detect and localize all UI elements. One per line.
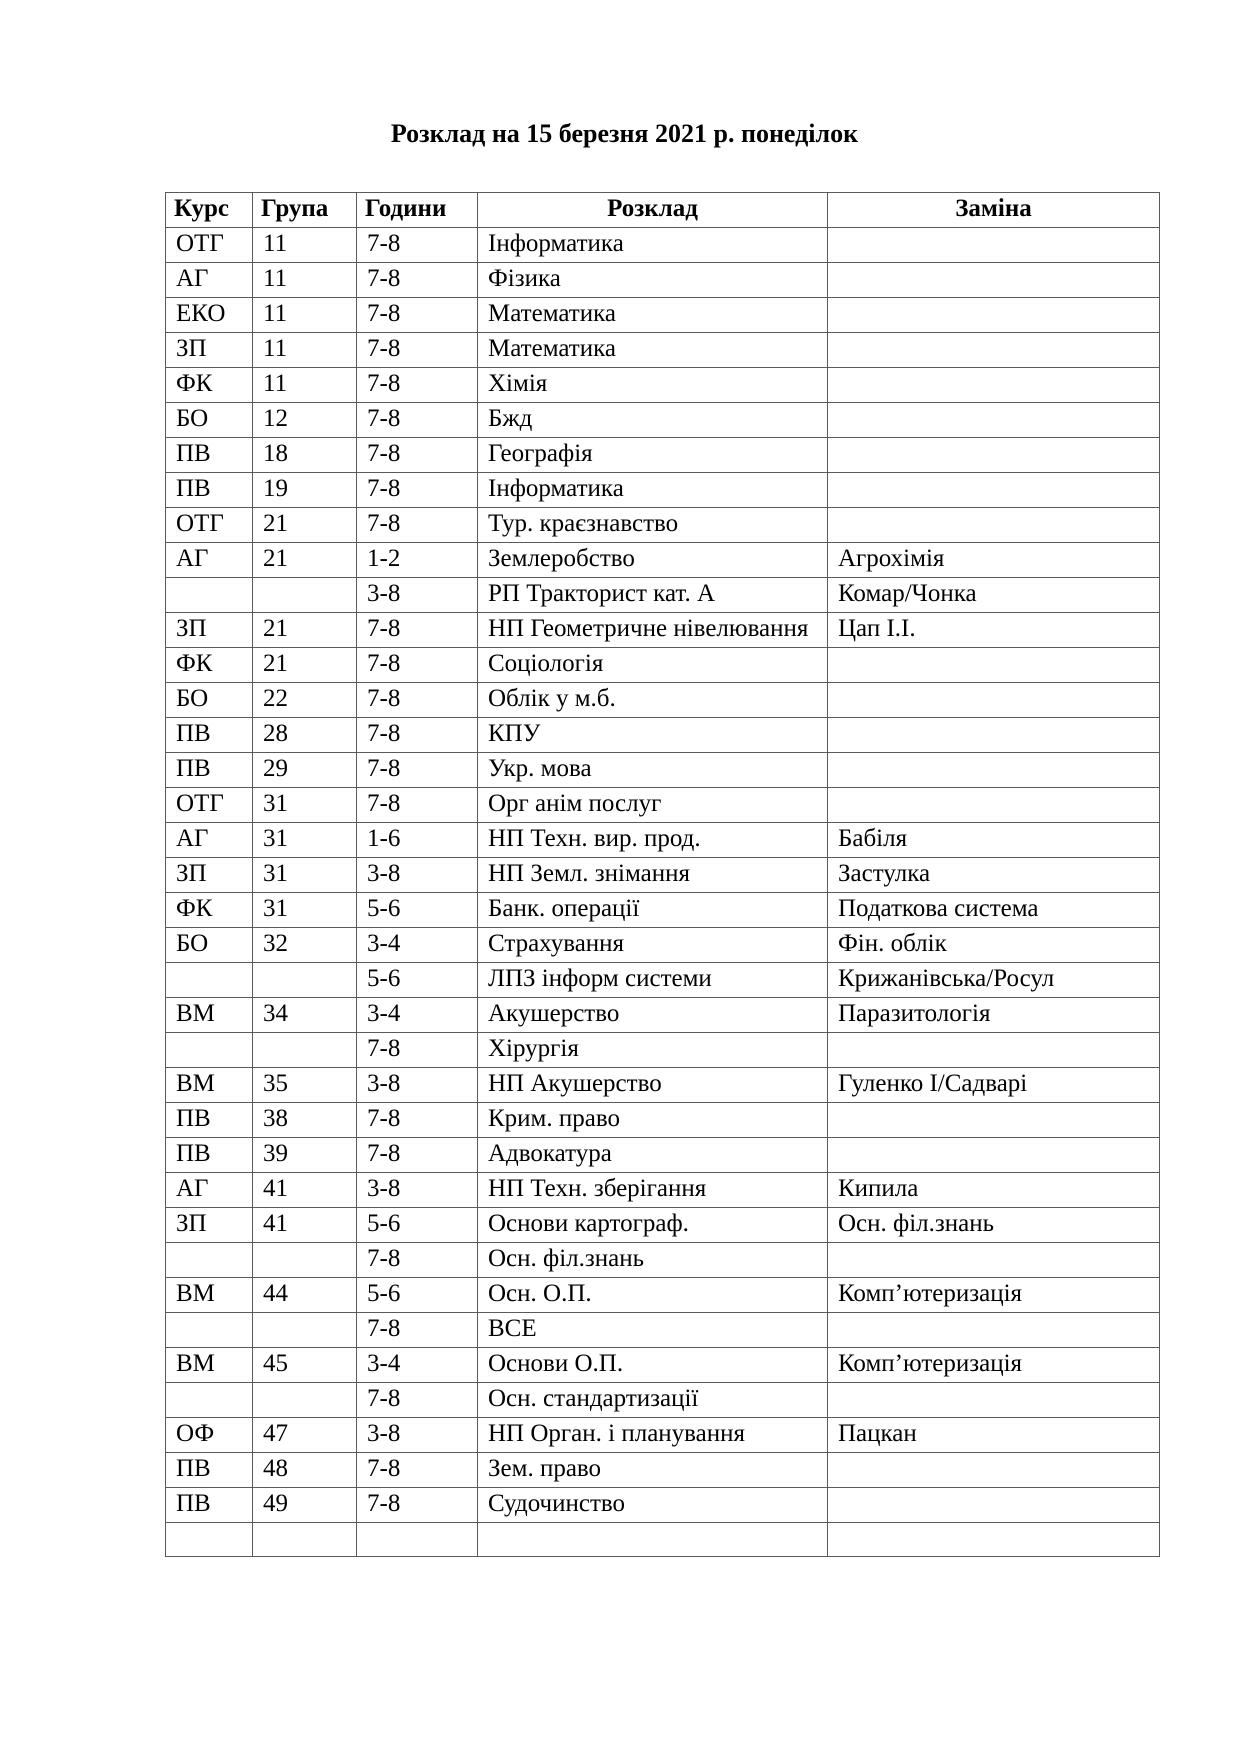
table-row	[166, 893, 1160, 928]
cell-group: 31	[253, 858, 357, 893]
cell-hours: 5-6	[357, 1208, 478, 1243]
cell-group: 48	[253, 1453, 357, 1488]
cell-group: 41	[253, 1173, 357, 1208]
table-row	[166, 928, 1160, 963]
cell-course: ФК	[166, 648, 253, 683]
cell-group: 12	[253, 403, 357, 438]
cell-schedule: Інформатика	[478, 473, 828, 508]
cell-hours: 7-8	[357, 1453, 478, 1488]
table-row	[166, 1523, 1160, 1557]
cell-hours: 7-8	[357, 1033, 478, 1068]
cell-hours: 3-4	[357, 1348, 478, 1383]
cell-replacement: Комп’ютеризація	[828, 1348, 1160, 1383]
table-row	[166, 263, 1160, 298]
cell-replacement	[828, 333, 1160, 368]
table-row	[166, 683, 1160, 718]
cell-hours: 7-8	[357, 368, 478, 403]
table-row	[166, 1383, 1160, 1418]
cell-group: 21	[253, 508, 357, 543]
cell-schedule: Інформатика	[478, 228, 828, 263]
cell-schedule: КПУ	[478, 718, 828, 753]
cell-course: ПВ	[166, 753, 253, 788]
table-row	[166, 228, 1160, 263]
table-row	[166, 1208, 1160, 1243]
header-replacement: Заміна	[828, 193, 1160, 228]
table-row	[166, 963, 1160, 998]
cell-schedule: Фізика	[478, 263, 828, 298]
cell-replacement: Комп’ютеризація	[828, 1278, 1160, 1313]
table-row	[166, 1348, 1160, 1383]
cell-course: ПВ	[166, 1488, 253, 1523]
cell-course: АГ	[166, 823, 253, 858]
cell-group	[253, 1313, 357, 1348]
cell-hours: 5-6	[357, 893, 478, 928]
cell-group: 11	[253, 333, 357, 368]
cell-hours: 7-8	[357, 753, 478, 788]
cell-schedule: Осн. стандартизації	[478, 1383, 828, 1418]
cell-schedule: Крим. право	[478, 1103, 828, 1138]
cell-hours: 7-8	[357, 1313, 478, 1348]
cell-course	[166, 1383, 253, 1418]
cell-schedule: Бжд	[478, 403, 828, 438]
cell-replacement	[828, 1453, 1160, 1488]
cell-course: ОТГ	[166, 228, 253, 263]
cell-schedule: ЛПЗ інформ системи	[478, 963, 828, 998]
cell-hours: 7-8	[357, 1103, 478, 1138]
cell-schedule: НП Земл. знімання	[478, 858, 828, 893]
cell-group: 35	[253, 1068, 357, 1103]
cell-group: 11	[253, 263, 357, 298]
cell-replacement	[828, 753, 1160, 788]
cell-replacement	[828, 228, 1160, 263]
cell-group: 21	[253, 543, 357, 578]
cell-course: ФК	[166, 893, 253, 928]
cell-group	[253, 1243, 357, 1278]
cell-hours: 7-8	[357, 263, 478, 298]
cell-hours: 7-8	[357, 438, 478, 473]
cell-course	[166, 578, 253, 613]
cell-replacement	[828, 1103, 1160, 1138]
cell-schedule: Орг анім послуг	[478, 788, 828, 823]
cell-group	[253, 963, 357, 998]
table-row	[166, 298, 1160, 333]
cell-replacement: Цап І.І.	[828, 613, 1160, 648]
cell-course: ЗП	[166, 333, 253, 368]
cell-schedule: Акушерство	[478, 998, 828, 1033]
cell-group: 21	[253, 613, 357, 648]
table-row	[166, 1103, 1160, 1138]
table-row	[166, 1068, 1160, 1103]
cell-replacement	[828, 1243, 1160, 1278]
cell-course: АГ	[166, 543, 253, 578]
table-row	[166, 543, 1160, 578]
cell-replacement	[828, 263, 1160, 298]
cell-hours: 3-8	[357, 1418, 478, 1453]
cell-group	[253, 1033, 357, 1068]
cell-schedule: НП Геометричне нівелювання	[478, 613, 828, 648]
cell-group: 49	[253, 1488, 357, 1523]
cell-group: 31	[253, 788, 357, 823]
cell-schedule: НП Акушерство	[478, 1068, 828, 1103]
cell-replacement	[828, 1523, 1160, 1557]
cell-group: 32	[253, 928, 357, 963]
cell-hours: 7-8	[357, 648, 478, 683]
cell-course: ВМ	[166, 1348, 253, 1383]
cell-schedule: НП Орган. і планування	[478, 1418, 828, 1453]
cell-hours: 1-6	[357, 823, 478, 858]
table-row	[166, 613, 1160, 648]
cell-schedule: Географія	[478, 438, 828, 473]
cell-group: 31	[253, 893, 357, 928]
cell-schedule: Судочинство	[478, 1488, 828, 1523]
cell-schedule: НП Техн. вир. прод.	[478, 823, 828, 858]
cell-replacement	[828, 648, 1160, 683]
cell-course	[166, 1313, 253, 1348]
table-header-row	[166, 193, 1160, 228]
table-row	[166, 473, 1160, 508]
cell-replacement: Фін. облік	[828, 928, 1160, 963]
cell-course: ВМ	[166, 1278, 253, 1313]
cell-course: ВМ	[166, 998, 253, 1033]
cell-course: ПВ	[166, 1138, 253, 1173]
cell-course: АГ	[166, 263, 253, 298]
cell-hours: 3-8	[357, 578, 478, 613]
cell-hours: 7-8	[357, 333, 478, 368]
cell-group: 11	[253, 298, 357, 333]
cell-group	[253, 1383, 357, 1418]
table-row	[166, 1488, 1160, 1523]
cell-course	[166, 1033, 253, 1068]
cell-course: ПВ	[166, 438, 253, 473]
cell-replacement	[828, 788, 1160, 823]
cell-replacement	[828, 368, 1160, 403]
cell-replacement	[828, 298, 1160, 333]
cell-course	[166, 1243, 253, 1278]
cell-course: БО	[166, 683, 253, 718]
cell-schedule: Хірургія	[478, 1033, 828, 1068]
table-row	[166, 1313, 1160, 1348]
cell-hours: 7-8	[357, 508, 478, 543]
header-hours: Години	[357, 193, 478, 228]
cell-replacement: Паразитологія	[828, 998, 1160, 1033]
cell-hours: 7-8	[357, 683, 478, 718]
table-row	[166, 1278, 1160, 1313]
cell-course: ЕКО	[166, 298, 253, 333]
cell-hours: 7-8	[357, 403, 478, 438]
cell-replacement: Застулка	[828, 858, 1160, 893]
cell-group: 22	[253, 683, 357, 718]
page-title: Розклад на 15 березня 2021 р. понеділок	[390, 119, 859, 148]
cell-replacement	[828, 683, 1160, 718]
cell-group: 11	[253, 228, 357, 263]
cell-schedule: Соціологія	[478, 648, 828, 683]
cell-course: ПВ	[166, 473, 253, 508]
cell-schedule: Страхування	[478, 928, 828, 963]
cell-replacement	[828, 718, 1160, 753]
cell-course: ФК	[166, 368, 253, 403]
cell-replacement	[828, 1383, 1160, 1418]
table-row	[166, 823, 1160, 858]
cell-hours: 7-8	[357, 1138, 478, 1173]
cell-course: ВМ	[166, 1068, 253, 1103]
cell-group: 45	[253, 1348, 357, 1383]
cell-schedule: Зем. право	[478, 1453, 828, 1488]
cell-replacement	[828, 1033, 1160, 1068]
cell-replacement	[828, 508, 1160, 543]
table-row	[166, 718, 1160, 753]
cell-hours: 7-8	[357, 1383, 478, 1418]
table-row	[166, 578, 1160, 613]
cell-schedule: Основи О.П.	[478, 1348, 828, 1383]
cell-hours	[357, 1523, 478, 1557]
header-group: Група	[253, 193, 357, 228]
cell-hours: 7-8	[357, 473, 478, 508]
cell-replacement	[828, 403, 1160, 438]
table-row	[166, 1138, 1160, 1173]
table-row	[166, 333, 1160, 368]
cell-course: ПВ	[166, 1453, 253, 1488]
cell-hours: 7-8	[357, 788, 478, 823]
cell-group: 44	[253, 1278, 357, 1313]
table-row	[166, 403, 1160, 438]
cell-schedule: Математика	[478, 333, 828, 368]
cell-course	[166, 1523, 253, 1557]
cell-schedule: Осн. філ.знань	[478, 1243, 828, 1278]
cell-schedule: РП Тракторист кат. А	[478, 578, 828, 613]
cell-hours: 7-8	[357, 718, 478, 753]
cell-group: 34	[253, 998, 357, 1033]
table-row	[166, 998, 1160, 1033]
cell-hours: 5-6	[357, 1278, 478, 1313]
cell-group	[253, 1523, 357, 1557]
cell-schedule: Осн. О.П.	[478, 1278, 828, 1313]
cell-schedule: Хімія	[478, 368, 828, 403]
cell-replacement: Кипила	[828, 1173, 1160, 1208]
cell-group: 29	[253, 753, 357, 788]
cell-group: 11	[253, 368, 357, 403]
cell-course: ОТГ	[166, 788, 253, 823]
table-body	[166, 228, 1160, 1557]
cell-replacement: Комар/Чонка	[828, 578, 1160, 613]
table-row	[166, 1453, 1160, 1488]
cell-hours: 3-8	[357, 1068, 478, 1103]
cell-hours: 7-8	[357, 1488, 478, 1523]
cell-schedule: Математика	[478, 298, 828, 333]
cell-course: ПВ	[166, 718, 253, 753]
cell-schedule: Облік у м.б.	[478, 683, 828, 718]
schedule-table	[165, 192, 1160, 1557]
cell-replacement: Пацкан	[828, 1418, 1160, 1453]
table-row	[166, 858, 1160, 893]
cell-schedule: Адвокатура	[478, 1138, 828, 1173]
cell-replacement	[828, 473, 1160, 508]
cell-course	[166, 963, 253, 998]
cell-group: 39	[253, 1138, 357, 1173]
cell-group	[253, 578, 357, 613]
cell-group: 31	[253, 823, 357, 858]
cell-course: ЗП	[166, 858, 253, 893]
cell-group: 18	[253, 438, 357, 473]
cell-replacement: Бабіля	[828, 823, 1160, 858]
cell-replacement	[828, 1313, 1160, 1348]
cell-replacement	[828, 438, 1160, 473]
cell-replacement: Осн. філ.знань	[828, 1208, 1160, 1243]
header-course: Курс	[166, 193, 253, 228]
cell-hours: 7-8	[357, 613, 478, 648]
cell-schedule: ВСЕ	[478, 1313, 828, 1348]
cell-schedule: Тур. краєзнавство	[478, 508, 828, 543]
cell-schedule: Землеробство	[478, 543, 828, 578]
cell-replacement	[828, 1138, 1160, 1173]
cell-replacement	[828, 1488, 1160, 1523]
cell-group: 47	[253, 1418, 357, 1453]
cell-schedule: Банк. операції	[478, 893, 828, 928]
cell-course: БО	[166, 928, 253, 963]
cell-course: ОФ	[166, 1418, 253, 1453]
cell-hours: 5-6	[357, 963, 478, 998]
cell-group: 19	[253, 473, 357, 508]
cell-replacement: Гуленко І/Садварі	[828, 1068, 1160, 1103]
cell-course: ПВ	[166, 1103, 253, 1138]
table-row	[166, 648, 1160, 683]
cell-course: ЗП	[166, 1208, 253, 1243]
cell-hours: 3-4	[357, 928, 478, 963]
cell-course: ЗП	[166, 613, 253, 648]
cell-hours: 3-8	[357, 858, 478, 893]
table-row	[166, 1418, 1160, 1453]
cell-schedule: Основи картограф.	[478, 1208, 828, 1243]
cell-hours: 3-4	[357, 998, 478, 1033]
table-row	[166, 508, 1160, 543]
cell-schedule: НП Техн. зберігання	[478, 1173, 828, 1208]
table-row	[166, 368, 1160, 403]
cell-group: 41	[253, 1208, 357, 1243]
table-row	[166, 1033, 1160, 1068]
cell-replacement: Крижанівська/Росул	[828, 963, 1160, 998]
cell-schedule: Укр. мова	[478, 753, 828, 788]
cell-course: ОТГ	[166, 508, 253, 543]
table-row	[166, 438, 1160, 473]
cell-hours: 1-2	[357, 543, 478, 578]
cell-group: 21	[253, 648, 357, 683]
cell-course: АГ	[166, 1173, 253, 1208]
cell-replacement: Агрохімія	[828, 543, 1160, 578]
cell-hours: 7-8	[357, 1243, 478, 1278]
table-row	[166, 788, 1160, 823]
cell-schedule	[478, 1523, 828, 1557]
cell-hours: 3-8	[357, 1173, 478, 1208]
table-row	[166, 1243, 1160, 1278]
cell-hours: 7-8	[357, 298, 478, 333]
cell-group: 28	[253, 718, 357, 753]
cell-group: 38	[253, 1103, 357, 1138]
header-schedule: Розклад	[478, 193, 828, 228]
table-row	[166, 1173, 1160, 1208]
cell-course: БО	[166, 403, 253, 438]
cell-replacement: Податкова система	[828, 893, 1160, 928]
table-row	[166, 753, 1160, 788]
cell-hours: 7-8	[357, 228, 478, 263]
